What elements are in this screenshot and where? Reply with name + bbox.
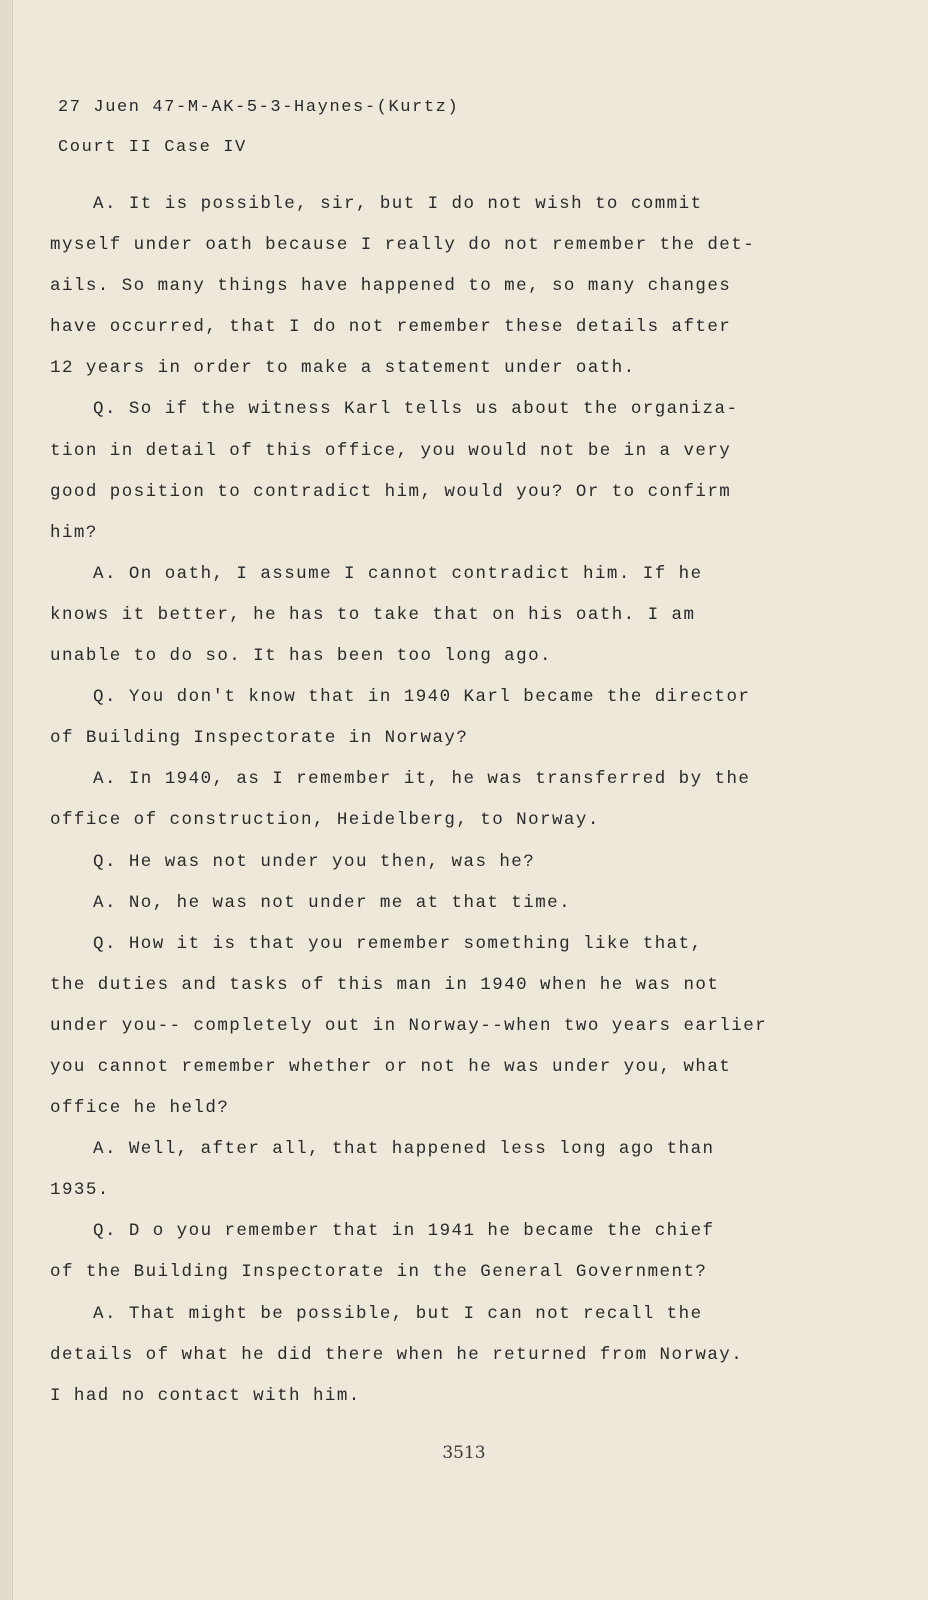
text-line: tion in detail of this office, you would not be in a very: [50, 440, 732, 461]
text-line: under you-- completely out in Norway--when two years earlier: [50, 1015, 768, 1036]
text-line: Q. He was not under you then, was he?: [93, 851, 536, 872]
text-line: of Building Inspectorate in Norway?: [50, 728, 469, 749]
header-line-session: 27 Juen 47-M-AK-5-3-Haynes-(Kurtz): [58, 98, 460, 117]
text-line: A. No, he was not under me at that time.: [93, 892, 572, 913]
text-line: A. On oath, I assume I cannot contradict him. If he: [93, 563, 703, 584]
text-line: 1935.: [50, 1180, 110, 1201]
text-line: I had no contact with him.: [50, 1385, 361, 1406]
testimony-body: [50, 184, 800, 1417]
text-line: office he held?: [50, 1098, 230, 1119]
text-line: good position to contradict him, would you? Or to confirm: [50, 481, 732, 502]
text-line: of the Building Inspectorate in the General Government?: [50, 1262, 708, 1283]
header-line-court: Court II Case IV: [58, 138, 247, 157]
text-line: unable to do so. It has been too long ago.: [50, 646, 552, 667]
text-line: A. In 1940, as I remember it, he was transferred by the: [93, 769, 751, 790]
text-line: details of what he did there when he returned from Norway.: [50, 1344, 744, 1365]
text-line: A. It is possible, sir, but I do not wish to commit: [93, 194, 703, 214]
text-line: ails. So many things have happened to me, so many changes: [50, 276, 732, 297]
text-line: the duties and tasks of this man in 1940 when he was not: [50, 974, 720, 995]
text-line: Q. D o you remember that in 1941 he became the chief: [93, 1221, 715, 1242]
text-line: 12 years in order to make a statement under oath.: [50, 358, 636, 379]
text-line: knows it better, he has to take that on his oath. I am: [50, 604, 696, 625]
text-line: Q. You don't know that in 1940 Karl became the director: [93, 687, 751, 708]
text-line: A. That might be possible, but I can not recall the: [93, 1303, 703, 1324]
text-line: myself under oath because I really do not remember the det-: [50, 235, 756, 256]
text-line: Q. How it is that you remember something like that,: [93, 933, 703, 954]
text-line: have occurred, that I do not remember these details after: [50, 317, 732, 338]
page-number: 3513: [442, 1443, 486, 1463]
text-line: A. Well, after all, that happened less long ago than: [93, 1139, 715, 1160]
page-edge: [0, 0, 13, 1600]
text-line: you cannot remember whether or not he was under you, what: [50, 1056, 732, 1077]
text-line: Q. So if the witness Karl tells us about the organiza-: [93, 399, 739, 420]
document-header: [58, 88, 459, 168]
text-line: him?: [50, 522, 98, 543]
text-line: office of construction, Heidelberg, to Norway.: [50, 810, 600, 831]
